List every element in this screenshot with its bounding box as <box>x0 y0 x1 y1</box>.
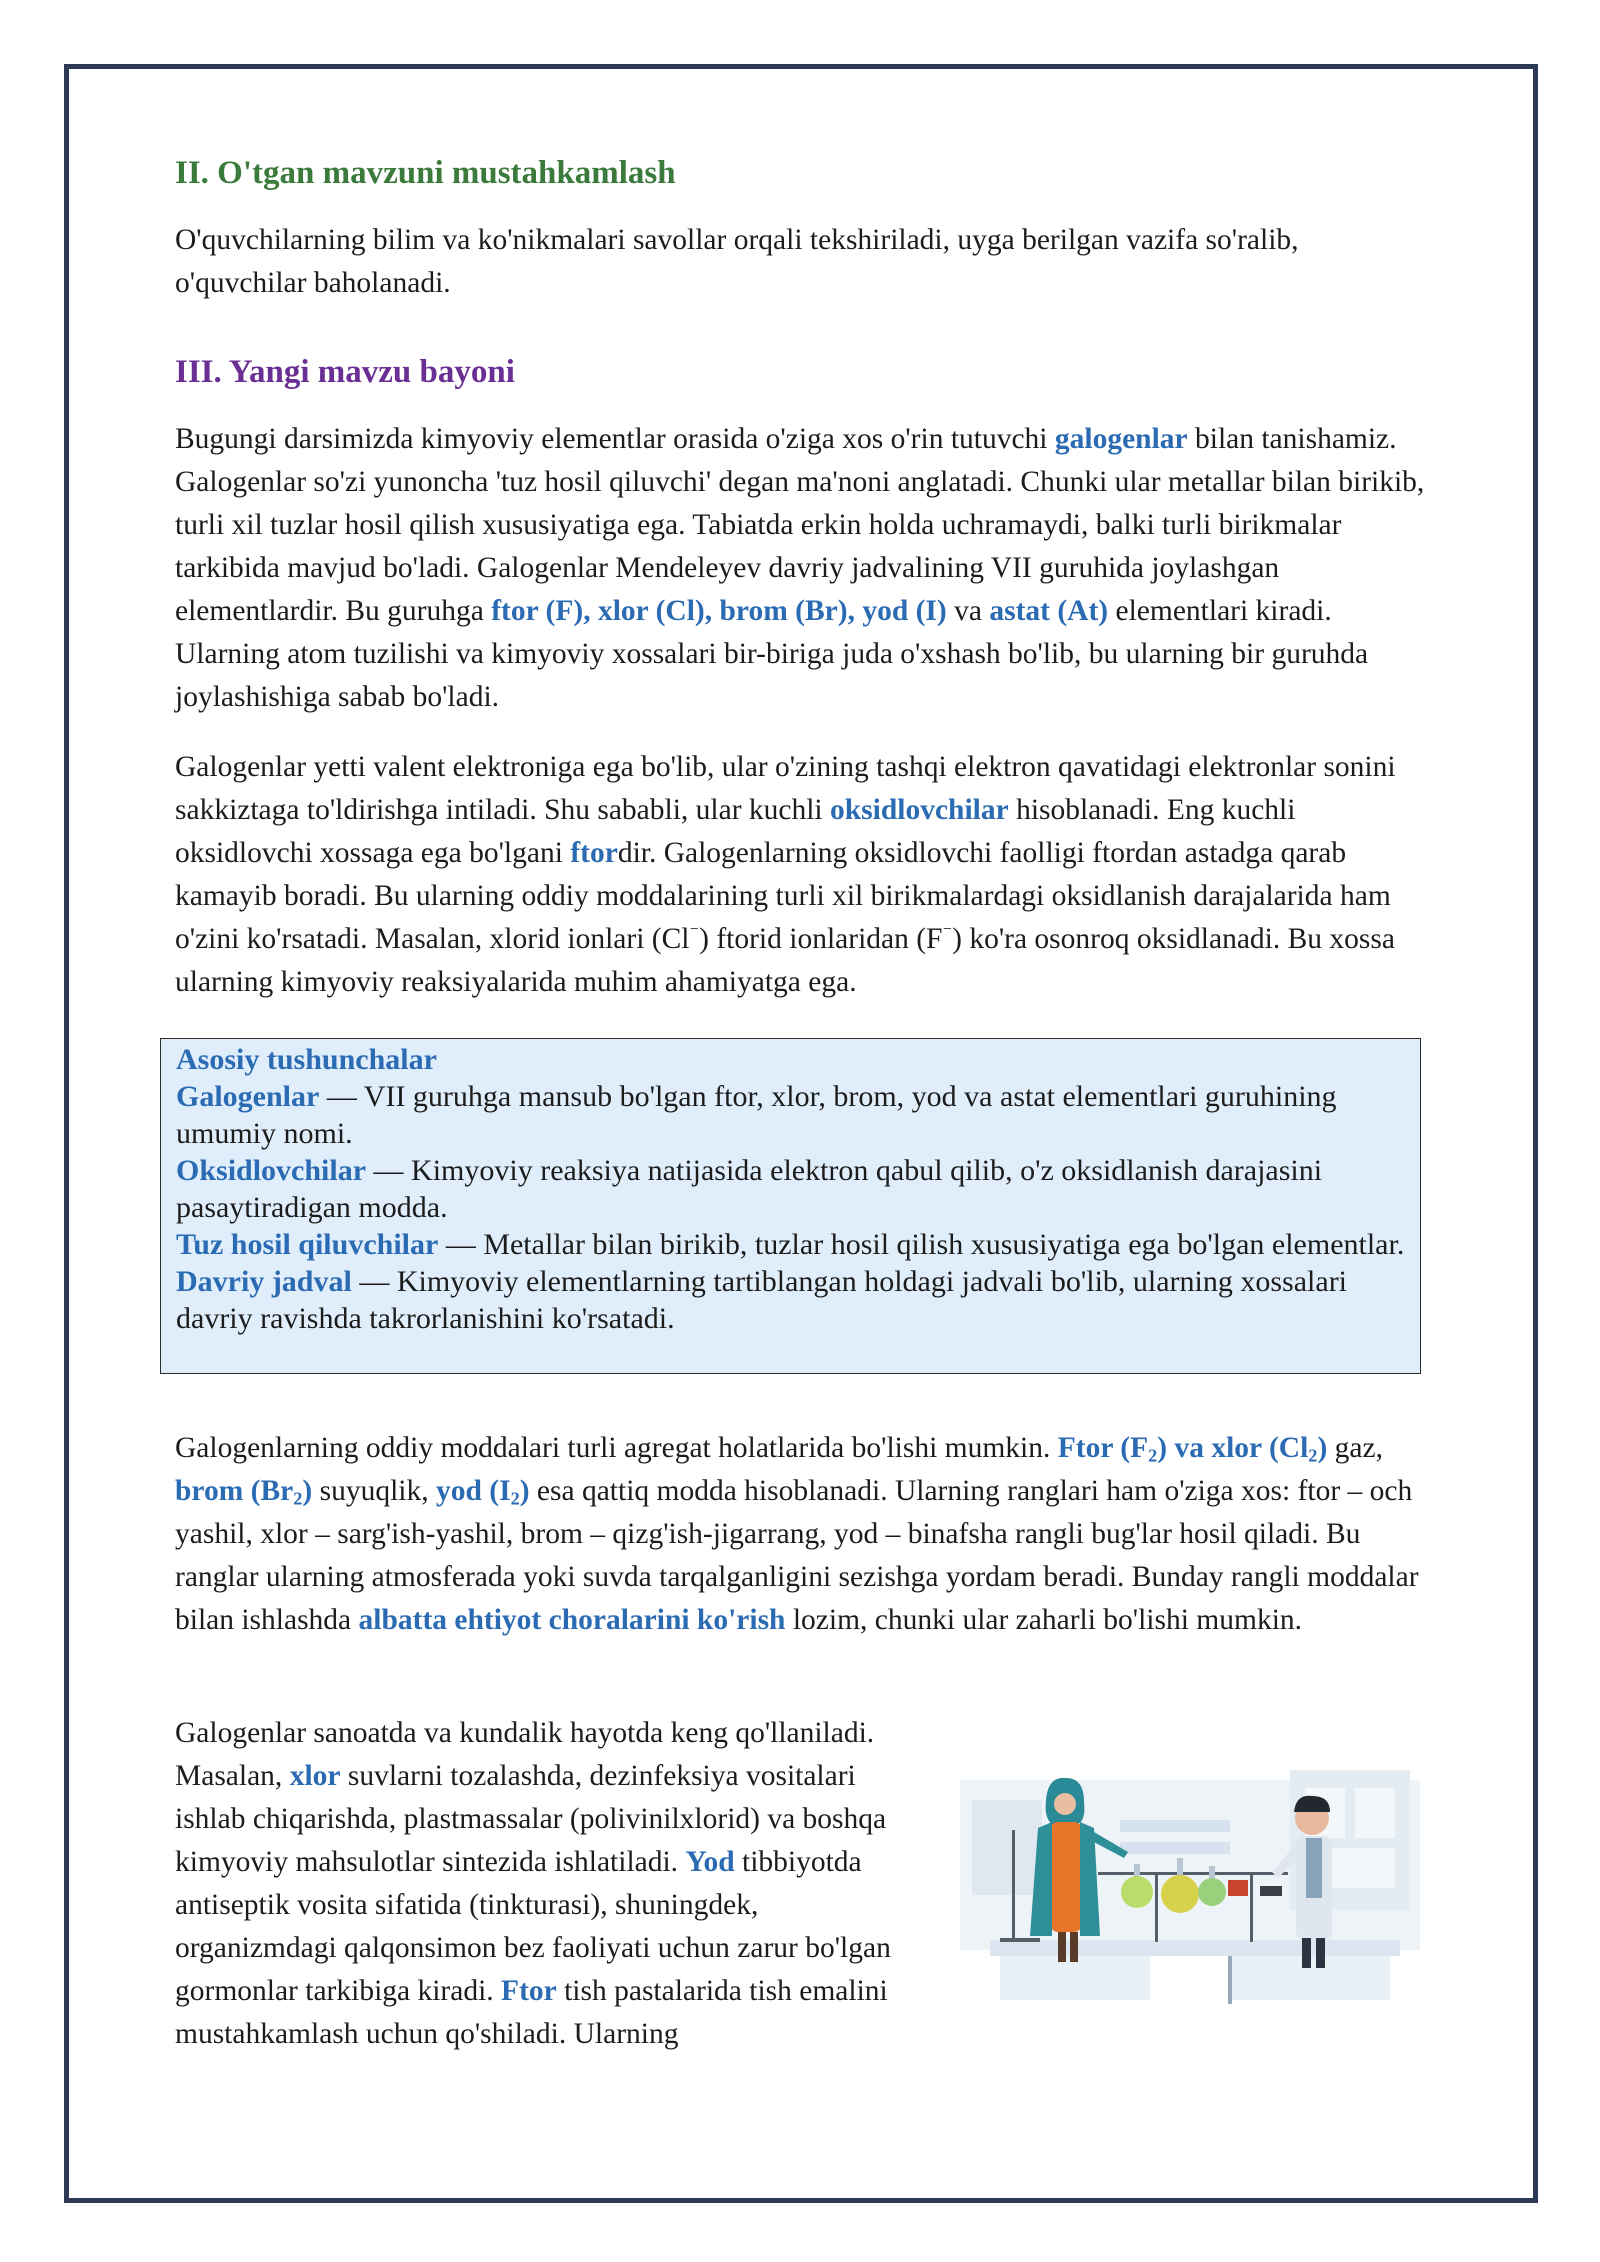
concept-definition: — VII guruhga mansub bo'lgan ftor, xlor, brom, yod va astat elementlari guruhining umumiy nomi. <box>176 1080 1337 1150</box>
superscript-minus: ⁻ <box>689 921 700 942</box>
highlight-brom <box>175 1475 312 1507</box>
text-run: elementlari kiradi. Ularning atom tuzilishi va kimyoviy xossalari bir-biriga juda o'xshash bo'lib, bu ularning bir guruhda joylashishiga sabab bo'ladi. <box>175 595 1369 713</box>
text-run: brom (Br <box>175 1475 294 1507</box>
text-run: gaz, <box>1327 1432 1383 1464</box>
concept-definition: — Kimyoviy reaksiya natijasida elektron qabul qilib, o'z oksidlanish darajasini pasaytiradigan modda. <box>176 1154 1323 1224</box>
section-2 <box>175 153 1430 305</box>
chemistry-lab-illustration <box>960 1760 1420 2010</box>
states-section <box>175 1427 1430 1642</box>
usage-section <box>175 1712 910 2056</box>
concept-definition: — Kimyoviy elementlarning tartiblangan holdagi jadvali bo'lib, ularning xossalari davriy ravishda takrorlanishini ko'rsatadi. <box>176 1265 1348 1335</box>
concept-term: Galogenlar <box>176 1080 320 1113</box>
concept-term: Oksidlovchilar <box>176 1154 367 1187</box>
text-run: Galogenlar yetti valent elektroniga ega bo'lib, ular o'zining tashqi elektron qavatidagi elektronlar sonini sakkiztaga to'ldirishga intiladi. Shu sababli, ular kuchli <box>175 751 1396 826</box>
text-run: ) va xlor (Cl <box>1157 1432 1309 1464</box>
superscript-minus: ⁻ <box>942 921 953 942</box>
text-run: suyuqlik, <box>312 1475 436 1507</box>
highlight-elements: ftor (F), xlor (Cl), brom (Br), yod (I) <box>491 595 947 627</box>
concept-item <box>176 1263 1405 1337</box>
text-run: yod (I <box>435 1475 511 1507</box>
text-run: dir. Galogenlarning oksidlovchi faolligi ftordan astadga qarab kamayib boradi. Bu ularning oddiy moddalarining turli xil birikmalardagi oksidlanish darajalarida ham o'zini ko'rsatadi. Masalan, xlorid ionlari (Cl <box>175 837 1391 955</box>
highlight-safety: albatta ehtiyot choralarini ko'rish <box>358 1604 786 1636</box>
subscript-2: 2 <box>293 1488 303 1509</box>
concept-item <box>176 1078 1405 1152</box>
text-run: lozim, chunki ular zaharli bo'lishi mumkin. <box>785 1604 1303 1636</box>
concept-item <box>176 1226 1405 1263</box>
highlight-ftor: Ftor <box>501 1975 557 2007</box>
section-3-heading: III. Yangi mavzu bayoni <box>175 354 515 390</box>
text-run: hisoblanadi. Eng kuchli oksidlovchi xossaga ega bo'lgani <box>175 794 1296 869</box>
highlight-xlor: xlor <box>289 1760 341 1792</box>
highlight-ftor-xlor <box>1058 1432 1328 1464</box>
text-run: esa qattiq modda hisoblanadi. Ularning ranglari ham o'ziga xos: ftor – och yashil, xlor – sarg'ish-yashil, brom – qizg'ish-jigarrang, yod – binafsha rangli bug'lar hosil qiladi. Bu ranglar ularning atmosferada yoki suvda tarqalganligini sezishga yordam beradi. Bunday rangli moddalar bilan ishlashda <box>175 1475 1419 1636</box>
concept-definition: — Metallar bilan birikib, tuzlar hosil qilish xususiyatiga ega bo'lgan elementlar. <box>438 1228 1405 1261</box>
highlight-oksidlovchilar: oksidlovchilar <box>830 794 1009 826</box>
text-run: ) ko'ra osonroq oksidlanadi. Bu xossa ularning kimyoviy reaksiyalarida muhim ahamiyatga ega. <box>175 923 1395 998</box>
text-run: suvlarni tozalashda, dezinfeksiya vositalari ishlab chiqarishda, plastmassalar (polivinilxlorid) va boshqa kimyoviy mahsulotlar sintezida ishlatiladi. <box>175 1760 887 1878</box>
section-3-paragraph-2 <box>175 746 1430 1004</box>
text-run: Bugungi darsimizda kimyoviy elementlar orasida o'ziga xos o'rin tutuvchi <box>175 423 1055 455</box>
text-run: Galogenlarning oddiy moddalari turli agregat holatlarida bo'lishi mumkin. <box>175 1432 1058 1464</box>
text-run: ) <box>302 1475 313 1507</box>
subscript-2: 2 <box>1148 1445 1158 1466</box>
key-concepts-box <box>160 1038 1421 1374</box>
text-run: bilan tanishamiz. Galogenlar so'zi yunoncha 'tuz hosil qiluvchi' degan ma'noni anglatadi. Chunki ular metallar bilan birikib, turli xil tuzlar hosil qilish xususiyatiga ega. Tabiatda erkin holda uchramaydi, balki turli birikmalar tarkibida mavjud bo'ladi. Galogenlar Mendeleyev davriy jadvalining VII guruhida joylashgan elementlardir. Bu guruhga <box>175 423 1425 627</box>
section-3-paragraph-1 <box>175 418 1430 719</box>
key-concepts-title: Asosiy tushunchalar <box>176 1043 437 1076</box>
subscript-2: 2 <box>1308 1445 1318 1466</box>
highlight-yod: Yod <box>685 1846 735 1878</box>
concept-term: Tuz hosil qiluvchilar <box>176 1228 439 1261</box>
chemistry-lab-scientists-icon <box>960 1760 1420 2010</box>
usage-paragraph <box>175 1712 910 2056</box>
highlight-galogenlar: galogenlar <box>1054 423 1188 455</box>
text-run: ) <box>1317 1432 1328 1464</box>
text-run: tish pastalarida tish emalini mustahkamlash uchun qo'shiladi. Ularning <box>175 1975 888 2050</box>
section-2-text: O'quvchilarning bilim va ko'nikmalari savollar orqali tekshiriladi, uyga berilgan vazifa so'ralib, o'quvchilar baholanadi. <box>175 224 1299 299</box>
concept-term: Davriy jadval <box>176 1265 352 1298</box>
concept-item <box>176 1152 1405 1226</box>
text-run: ) ftorid ionlaridan (F <box>699 923 943 955</box>
highlight-astat: astat (At) <box>989 595 1109 627</box>
text-run: tibbiyotda antiseptik vosita sifatida (tinkturasi), shuningdek, organizmdagi qalqonsimon bez faoliyati uchun zarur bo'lgan gormonlar tarkibiga kiradi. <box>175 1846 891 2007</box>
subscript-2: 2 <box>510 1488 520 1509</box>
text-run: ) <box>519 1475 530 1507</box>
section-2-heading: II. O'tgan mavzuni mustahkamlash <box>175 155 676 191</box>
section-3 <box>175 352 1430 1004</box>
text-run: Galogenlar sanoatda va kundalik hayotda keng qo'llaniladi. Masalan, <box>175 1717 875 1792</box>
highlight-yod <box>436 1475 530 1507</box>
highlight-ftor: ftor <box>570 837 618 869</box>
text-run: va <box>946 595 990 627</box>
text-run: Ftor (F <box>1057 1432 1149 1464</box>
states-paragraph <box>175 1427 1430 1642</box>
